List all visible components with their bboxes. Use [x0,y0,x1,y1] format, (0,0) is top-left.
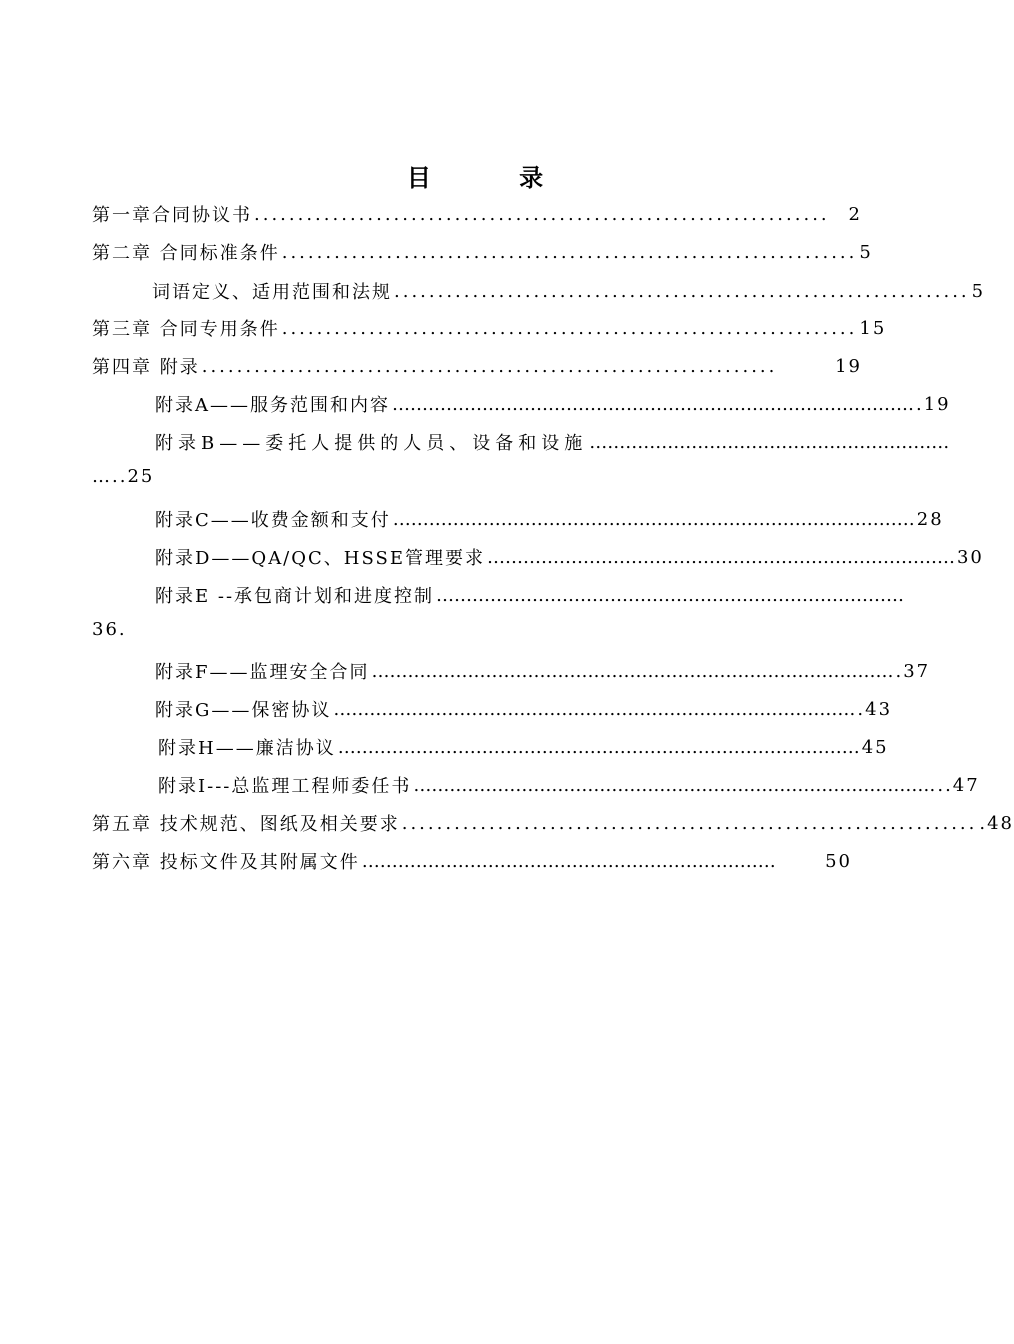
toc-entry[interactable] [92,313,887,343]
toc-entry-label: 第四章 附录 [92,357,200,378]
toc-entry[interactable] [92,199,862,229]
toc-entry-label: 词语定义、适用范围和法规 [152,282,392,303]
toc-entry-label: 附录F——监理安全合同 [155,662,370,683]
toc-entry[interactable] [92,351,862,381]
toc-page-number: 36. [92,619,127,640]
toc-leader-dots: .................................................................. [394,280,970,302]
toc-title: 目 录 [406,164,584,192]
toc-leader-dots: …………………………………………………………………………… [333,698,856,720]
toc-entry[interactable] [158,732,889,762]
toc-leader-dots: …………………………………………………………………………… [337,736,860,758]
toc-page-number: 45 [861,736,889,758]
toc-entry[interactable] [155,427,950,457]
toc-leader-dots: …………………………………………………………………………… [392,393,914,415]
toc-entry-label: 附录I---总监理工程师委任书 [158,776,412,797]
toc-entry[interactable] [155,580,905,610]
toc-entry-label: 第五章 技术规范、图纸及相关要求 [92,814,400,835]
toc-leader-dots: …………………………………………………… [589,431,950,453]
toc-entry[interactable] [155,504,944,534]
toc-entry-label: 第三章 合同专用条件 [92,319,280,340]
toc-leader-dots: …………………………………………………………………… [436,584,905,606]
toc-page-number: 19 [835,355,862,377]
toc-entry-label: 附录A——服务范围和内容 [155,395,390,416]
toc-leader-dots: …………………………………………………………………… [486,546,955,568]
toc-entry[interactable] [92,237,873,267]
toc-entry-label: 附录D——QA/QC、HSSE管理要求 [155,548,485,569]
toc-page-number: 5 [971,280,986,302]
toc-page-number: 50 [825,850,852,872]
toc-entry-label: 第二章 合同标准条件 [92,243,280,264]
toc-leader-dots: .................................................................. [254,203,830,225]
toc-entry-label: 附录E --承包商计划和进度控制 [155,586,435,607]
toc-entry-label: 附录C——收费金额和支付 [155,510,391,531]
toc-entry-label: 附录B——委托人提供的人员、设备和设施 [155,433,588,454]
toc-page-number: 2 [848,203,862,225]
toc-entry[interactable] [155,542,984,572]
toc-entry-continuation [92,466,154,487]
toc-entry[interactable] [152,276,986,306]
toc-entry[interactable] [155,389,951,419]
toc-page-number: 30 [956,546,984,568]
toc-page-number: 28 [916,508,944,530]
toc-entry-label: 第一章合同协议书 [92,205,252,226]
toc-page-number: .37 [895,660,931,682]
toc-page-number: 15 [859,317,887,339]
toc-leader-dots: .................................................................. [201,355,778,377]
toc-page-number: …..25 [92,466,155,487]
toc-leader-dots: …………………………………………………………………………… [413,774,936,796]
toc-leader-dots: …………………………………………………………… [361,850,776,872]
toc-page-number: 5 [859,241,873,263]
toc-entry-label: 第六章 投标文件及其附属文件 [92,852,360,873]
toc-entry[interactable] [155,656,931,686]
toc-entry[interactable] [155,694,893,724]
toc-page-number: .19 [916,393,951,415]
toc-page-number: ..47 [937,774,980,796]
toc-entry-label: 附录G——保密协议 [155,700,332,721]
toc-leader-dots: .................................................................. [401,812,978,834]
toc-entry[interactable] [92,808,1014,838]
toc-entry-label: 附录H——廉洁协议 [158,738,336,759]
toc-page-number: .43 [857,698,893,720]
toc-leader-dots: …………………………………………………………………………… [392,508,915,530]
toc-entry[interactable] [158,770,980,800]
toc-page-number: .48 [979,812,1014,834]
toc-leader-dots: .................................................................. [281,317,858,339]
toc-entry[interactable] [92,846,852,876]
toc-entry-continuation [92,619,127,640]
toc-leader-dots: …………………………………………………………………………… [371,660,894,682]
toc-leader-dots: .................................................................. [281,241,858,263]
